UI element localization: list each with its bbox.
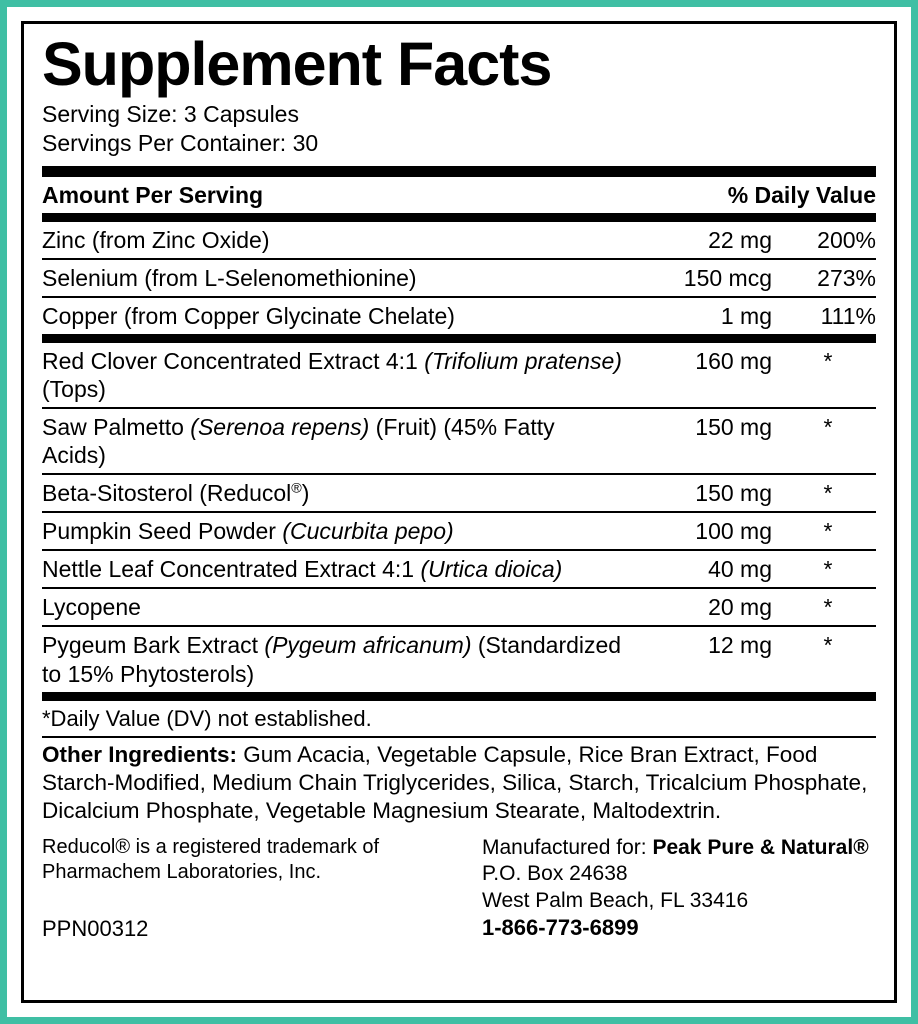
nutrient-amount: 150 mcg	[622, 259, 780, 297]
daily-value-header: % Daily Value	[622, 177, 876, 218]
ingredient-amount: 160 mg	[622, 339, 780, 409]
nutrition-table	[42, 177, 876, 701]
other-ingredients	[42, 741, 876, 826]
serving-size: Serving Size: 3 Capsules	[42, 101, 299, 128]
nutrient-name: Selenium (from L-Selenomethionine)	[42, 259, 622, 297]
phone-number: 1-866-773-6899	[482, 914, 639, 940]
table-row	[42, 217, 876, 259]
ingredient-amount: 100 mg	[622, 512, 780, 550]
nutrient-amount: 22 mg	[622, 217, 780, 259]
table-row	[42, 626, 876, 696]
nutrient-dv: 111%	[780, 297, 876, 339]
ingredient-amount: 150 mg	[622, 474, 780, 512]
manufacturer-block	[482, 835, 876, 943]
table-row	[42, 588, 876, 626]
daily-value-footnote: *Daily Value (DV) not established.	[42, 705, 372, 731]
nutrient-dv: 273%	[780, 259, 876, 297]
manufactured-for-line	[482, 835, 876, 861]
divider-heavy-top	[42, 166, 876, 177]
table-row	[42, 550, 876, 588]
brand-name: Peak Pure & Natural®	[652, 835, 869, 859]
ingredient-dv: *	[780, 339, 876, 409]
ingredient-dv: *	[780, 550, 876, 588]
footer-left	[42, 835, 482, 943]
ingredient-name: Nettle Leaf Concentrated Extract 4:1 (Urtica dioica)	[42, 550, 622, 588]
ingredient-name: Pumpkin Seed Powder (Cucurbita pepo)	[42, 512, 622, 550]
ingredient-name: Pygeum Bark Extract (Pygeum africanum) (Standardized to 15% Phytosterols)	[42, 626, 622, 696]
page-title: Supplement Facts	[42, 30, 552, 98]
ingredient-dv: *	[780, 474, 876, 512]
table-row	[42, 408, 876, 474]
city-state-zip: West Palm Beach, FL 33416	[482, 888, 749, 912]
nutrient-amount: 1 mg	[622, 297, 780, 339]
ingredient-name: Red Clover Concentrated Extract 4:1 (Trifolium pratense) (Tops)	[42, 339, 622, 409]
product-code: PPN00312	[42, 915, 149, 941]
ingredient-amount: 40 mg	[622, 550, 780, 588]
po-box: P.O. Box 24638	[482, 862, 628, 886]
nutrient-name: Zinc (from Zinc Oxide)	[42, 217, 622, 259]
table-header-row	[42, 177, 876, 218]
other-ingredients-label: Other Ingredients:	[42, 741, 238, 767]
table-row	[42, 512, 876, 550]
table-row	[42, 474, 876, 512]
servings-per-container: Servings Per Container: 30	[42, 130, 319, 157]
table-row	[42, 259, 876, 297]
ingredient-name: Beta-Sitosterol (Reducol®)	[42, 474, 622, 512]
ingredient-amount: 150 mg	[622, 408, 780, 474]
ingredient-name: Saw Palmetto (Serenoa repens) (Fruit) (45% Fatty Acids)	[42, 408, 622, 474]
ingredient-amount: 20 mg	[622, 588, 780, 626]
ingredient-dv: *	[780, 512, 876, 550]
ingredient-dv: *	[780, 626, 876, 696]
table-row	[42, 297, 876, 339]
amount-per-serving-header: Amount Per Serving	[42, 177, 622, 218]
ingredient-dv: *	[780, 408, 876, 474]
table-row	[42, 339, 876, 409]
trademark-note: Reducol® is a registered trademark of Pharmachem Laboratories, Inc.	[42, 835, 380, 883]
ingredient-amount: 12 mg	[622, 626, 780, 696]
ingredient-dv: *	[780, 588, 876, 626]
nutrient-dv: 200%	[780, 217, 876, 259]
footer-section	[42, 835, 876, 943]
manufactured-for-prefix: Manufactured for:	[482, 835, 647, 859]
divider-thin	[42, 736, 876, 738]
other-ingredients-text: Gum Acacia, Vegetable Capsule, Rice Bran Extract, Food Starch-Modified, Medium Chain Triglycerides, Silica, Starch, Tricalcium Phosphate, Dicalcium Phosphate, Vegetable Magnesium Stearate, Maltodextrin.	[42, 741, 868, 824]
panel-inner-border	[21, 21, 897, 1003]
ingredient-name: Lycopene	[42, 588, 622, 626]
nutrient-name: Copper (from Copper Glycinate Chelate)	[42, 297, 622, 339]
